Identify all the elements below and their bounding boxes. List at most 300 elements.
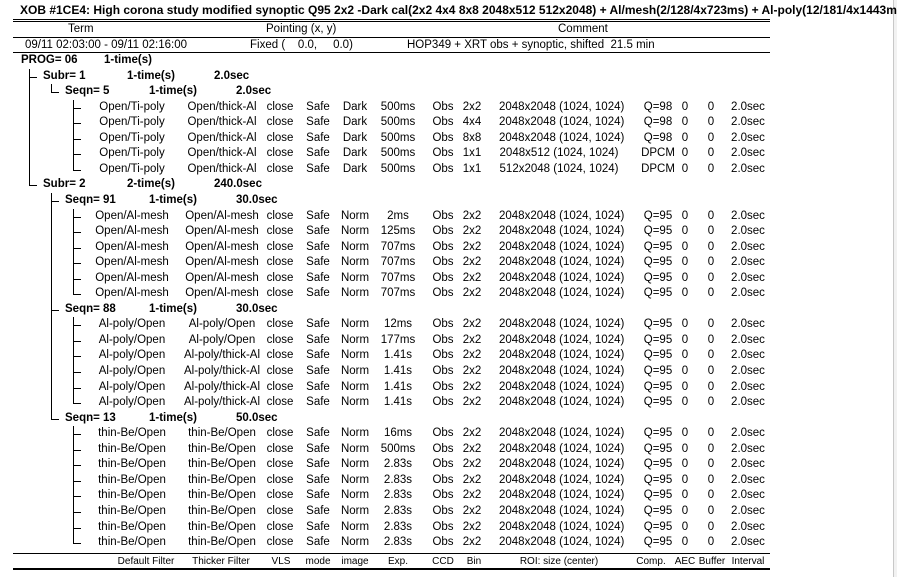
default-filter-cell: Al-poly/Open	[98, 365, 166, 377]
subr-header-times: 2-time(s)	[127, 178, 175, 191]
exposure-cell: 2ms	[387, 209, 409, 222]
vls-cell: close	[266, 240, 294, 253]
bin-cell: 2x2	[462, 271, 482, 284]
exposure-cell: 707ms	[380, 240, 416, 253]
table-row	[0, 364, 780, 379]
buffer-cell: 0	[707, 256, 715, 269]
image-cell: Norm	[340, 333, 370, 346]
table-row	[0, 286, 780, 301]
table-row	[0, 333, 780, 348]
image-cell: Dark	[342, 147, 368, 160]
tree-line	[73, 209, 74, 296]
vls-cell: close	[266, 333, 294, 346]
ccd-cell: Obs	[432, 147, 454, 160]
compression-cell: Q=95	[643, 536, 673, 549]
vls-cell: close	[266, 349, 294, 362]
table-row	[0, 442, 780, 457]
compression-cell: Q=95	[643, 489, 673, 502]
table-row	[0, 271, 780, 286]
table-row	[0, 520, 780, 535]
ccd-cell: Obs	[432, 473, 454, 486]
vls-cell: close	[266, 380, 294, 393]
vls-cell: close	[266, 131, 294, 144]
thicker-filter-cell: Open/Al-mesh	[185, 209, 259, 222]
exposure-cell: 500ms	[380, 147, 416, 160]
thicker-filter-cell: Al-poly/Open	[188, 333, 256, 346]
bin-cell: 2x2	[462, 427, 482, 440]
mode-cell: Safe	[306, 365, 330, 377]
exposure-cell: 2.83s	[383, 473, 413, 486]
seqn-header-label: Seqn= 5	[65, 85, 110, 98]
bin-cell: 2x2	[462, 225, 482, 238]
buffer-cell: 0	[707, 240, 715, 253]
thicker-filter-cell: Al-poly/Open	[188, 318, 256, 331]
image-cell: Norm	[340, 271, 370, 284]
bin-cell: 2x2	[462, 396, 482, 409]
default-filter-cell: Open/Ti-poly	[99, 147, 165, 160]
image-cell: Dark	[342, 131, 368, 144]
thicker-filter-cell: Open/Al-mesh	[185, 225, 259, 238]
interval-cell: 2.0sec	[731, 209, 765, 222]
buffer-cell: 0	[707, 271, 715, 284]
ccd-cell: Obs	[432, 318, 454, 331]
default-filter-cell: Al-poly/Open	[98, 333, 166, 346]
tree-line	[51, 84, 52, 93]
aec-cell: 0	[681, 349, 689, 362]
interval-cell: 2.0sec	[731, 536, 765, 549]
roi-cell: 2048x2048 (1024, 1024)	[499, 473, 625, 486]
compression-cell: Q=98	[643, 116, 673, 129]
exposure-cell: 1.41s	[383, 365, 413, 377]
image-cell: Norm	[340, 318, 370, 331]
bin-cell: 8x8	[462, 131, 482, 144]
vls-cell: close	[266, 396, 294, 409]
buffer-cell: 0	[707, 287, 715, 300]
aec-cell: 0	[681, 131, 689, 144]
buffer-cell: 0	[707, 396, 715, 409]
default-filter-cell: Open/Al-mesh	[95, 209, 169, 222]
thicker-filter-cell: Open/thick-Al	[187, 162, 257, 175]
buffer-cell: 0	[707, 504, 715, 517]
default-filter-cell: Al-poly/Open	[98, 380, 166, 393]
compression-cell: Q=95	[643, 396, 673, 409]
aec-cell: 0	[681, 225, 689, 238]
compression-cell: Q=95	[643, 271, 673, 284]
seqn-header-times: 1-time(s)	[149, 85, 197, 98]
table-row	[0, 224, 780, 239]
exposure-cell: 2.83s	[383, 520, 413, 533]
compression-cell: Q=95	[643, 287, 673, 300]
mode-cell: Safe	[306, 287, 330, 300]
ccd-cell: Obs	[432, 225, 454, 238]
image-cell: Norm	[340, 489, 370, 502]
bin-cell: 2x2	[462, 458, 482, 471]
thicker-filter-cell: Open/thick-Al	[187, 147, 257, 160]
roi-cell: 2048x2048 (1024, 1024)	[499, 333, 625, 346]
image-cell: Norm	[340, 225, 370, 238]
roi-cell: 2048x2048 (1024, 1024)	[499, 489, 625, 502]
header-comment: Comment	[558, 23, 608, 35]
roi-cell: 2048x2048 (1024, 1024)	[499, 427, 625, 440]
exposure-cell: 2.83s	[383, 536, 413, 549]
mode-cell: Safe	[306, 442, 330, 455]
interval-cell: 2.0sec	[731, 225, 765, 238]
table-row	[0, 380, 780, 395]
exposure-cell: 16ms	[383, 427, 413, 440]
table-row	[0, 535, 780, 550]
buffer-cell: 0	[707, 520, 715, 533]
exposure-cell: 500ms	[380, 100, 416, 113]
roi-cell: 2048x2048 (1024, 1024)	[499, 287, 625, 300]
aec-cell: 0	[681, 100, 689, 113]
mode-cell: Safe	[306, 162, 330, 175]
bin-cell: 2x2	[462, 287, 482, 300]
vls-cell: close	[266, 520, 294, 533]
exposure-cell: 2.83s	[383, 458, 413, 471]
roi-cell: 2048x2048 (1024, 1024)	[499, 100, 625, 113]
xob-title: XOB #1CE4: High corona study modified synoptic Q95 2x2 -Dark cal(2x2 4x4 8x8 2048x512 512x2048) + Al/mesh(2/128/4x723ms) + Al-poly(12/181/4x1443m	[20, 3, 897, 17]
thicker-filter-cell: thin-Be/Open	[188, 458, 256, 471]
aec-cell: 0	[681, 162, 689, 175]
roi-cell: 2048x2048 (1024, 1024)	[499, 504, 625, 517]
mode-cell: Safe	[306, 489, 330, 502]
aec-cell: 0	[681, 458, 689, 471]
bin-cell: 2x2	[462, 318, 482, 331]
roi-cell: 2048x2048 (1024, 1024)	[499, 271, 625, 284]
default-filter-cell: Open/Ti-poly	[99, 162, 165, 175]
footer-compression: Comp.	[636, 556, 666, 567]
ccd-cell: Obs	[432, 458, 454, 471]
buffer-cell: 0	[707, 489, 715, 502]
footer-vls: VLS	[271, 556, 291, 567]
vls-cell: close	[266, 489, 294, 502]
interval-cell: 2.0sec	[731, 287, 765, 300]
exposure-cell: 500ms	[380, 162, 416, 175]
image-cell: Norm	[340, 365, 370, 377]
bin-cell: 4x4	[462, 116, 482, 129]
bin-cell: 2x2	[462, 442, 482, 455]
compression-cell: Q=95	[643, 504, 673, 517]
table-row	[0, 348, 780, 363]
table-row	[0, 395, 780, 410]
vls-cell: close	[266, 427, 294, 440]
mode-cell: Safe	[306, 318, 330, 331]
thicker-filter-cell: Open/Al-mesh	[185, 271, 259, 284]
default-filter-cell: Al-poly/Open	[98, 318, 166, 331]
bin-cell: 2x2	[462, 209, 482, 222]
mode-cell: Safe	[306, 349, 330, 362]
ccd-cell: Obs	[432, 162, 454, 175]
ccd-cell: Obs	[432, 349, 454, 362]
bin-cell: 2x2	[462, 256, 482, 269]
thicker-filter-cell: thin-Be/Open	[188, 536, 256, 549]
image-cell: Norm	[340, 380, 370, 393]
table-row	[0, 240, 780, 255]
default-filter-cell: thin-Be/Open	[98, 520, 166, 533]
default-filter-cell: thin-Be/Open	[98, 458, 166, 471]
footer-roi: ROI: size (center)	[519, 556, 599, 567]
seqn-header-duration: 2.0sec	[236, 85, 272, 98]
compression-cell: DPCM	[641, 162, 675, 175]
compression-cell: Q=95	[643, 256, 673, 269]
bin-cell: 1x1	[462, 162, 482, 175]
footer-thicker-filter: Thicker Filter	[192, 556, 250, 567]
compression-cell: Q=95	[643, 349, 673, 362]
exposure-cell: 2.83s	[383, 489, 413, 502]
aec-cell: 0	[681, 256, 689, 269]
roi-cell: 2048x2048 (1024, 1024)	[499, 349, 625, 362]
interval-cell: 2.0sec	[731, 240, 765, 253]
vls-cell: close	[266, 536, 294, 549]
thicker-filter-cell: Open/thick-Al	[187, 131, 257, 144]
buffer-cell: 0	[707, 349, 715, 362]
ccd-cell: Obs	[432, 442, 454, 455]
interval-cell: 2.0sec	[731, 349, 765, 362]
aec-cell: 0	[681, 116, 689, 129]
prog-header-label: PROG= 06	[21, 54, 78, 66]
roi-cell: 2048x2048 (1024, 1024)	[499, 380, 625, 393]
interval-cell: 2.0sec	[731, 116, 765, 129]
aec-cell: 0	[681, 209, 689, 222]
image-cell: Dark	[342, 162, 368, 175]
interval-cell: 2.0sec	[731, 100, 765, 113]
image-cell: Norm	[340, 349, 370, 362]
subr-header-label: Subr= 2	[43, 178, 86, 191]
seqn-header-label: Seqn= 88	[65, 302, 116, 315]
buffer-cell: 0	[707, 147, 715, 160]
ccd-cell: Obs	[432, 396, 454, 409]
vls-cell: close	[266, 318, 294, 331]
interval-cell: 2.0sec	[731, 162, 765, 175]
mode-cell: Safe	[306, 427, 330, 440]
compression-cell: Q=98	[643, 131, 673, 144]
buffer-cell: 0	[707, 131, 715, 144]
default-filter-cell: Open/Al-mesh	[95, 225, 169, 238]
mode-cell: Safe	[306, 256, 330, 269]
roi-cell: 2048x2048 (1024, 1024)	[499, 520, 625, 533]
roi-cell: 512x2048 (1024, 1024)	[499, 162, 619, 175]
footer-image: image	[341, 556, 369, 567]
buffer-cell: 0	[707, 225, 715, 238]
ccd-cell: Obs	[432, 271, 454, 284]
compression-cell: Q=95	[643, 380, 673, 393]
vls-cell: close	[266, 287, 294, 300]
seqn-header-label: Seqn= 13	[65, 411, 116, 424]
window-edge	[893, 0, 897, 577]
mode-cell: Safe	[306, 396, 330, 409]
roi-cell: 2048x2048 (1024, 1024)	[499, 131, 625, 144]
ccd-cell: Obs	[432, 520, 454, 533]
seqn-header-duration: 50.0sec	[236, 411, 278, 424]
footer-aec: AEC	[674, 556, 696, 567]
divider	[13, 19, 770, 20]
exposure-cell: 12ms	[383, 318, 413, 331]
ccd-cell: Obs	[432, 256, 454, 269]
default-filter-cell: Open/Al-mesh	[95, 287, 169, 300]
vls-cell: close	[266, 504, 294, 517]
ccd-cell: Obs	[432, 333, 454, 346]
seqn-header-times: 1-time(s)	[149, 193, 197, 206]
tree-line	[73, 317, 74, 404]
thicker-filter-cell: Open/Al-mesh	[185, 287, 259, 300]
thicker-filter-cell: Open/Al-mesh	[185, 256, 259, 269]
tree-line	[73, 426, 74, 544]
exposure-cell: 707ms	[380, 271, 416, 284]
ccd-cell: Obs	[432, 100, 454, 113]
vls-cell: close	[266, 442, 294, 455]
default-filter-cell: thin-Be/Open	[98, 442, 166, 455]
exposure-cell: 125ms	[380, 225, 416, 238]
table-row	[0, 209, 780, 224]
interval-cell: 2.0sec	[731, 489, 765, 502]
aec-cell: 0	[681, 318, 689, 331]
bin-cell: 2x2	[462, 536, 482, 549]
seqn-header-duration: 30.0sec	[236, 302, 278, 315]
thicker-filter-cell: thin-Be/Open	[188, 427, 256, 440]
default-filter-cell: Open/Al-mesh	[95, 256, 169, 269]
table-row	[0, 488, 780, 503]
mode-cell: Safe	[306, 147, 330, 160]
info-comment: HOP349 + XRT obs + synoptic, shifted 21.5 min	[407, 39, 655, 51]
exposure-cell: 2.83s	[383, 504, 413, 517]
aec-cell: 0	[681, 396, 689, 409]
default-filter-cell: thin-Be/Open	[98, 473, 166, 486]
mode-cell: Safe	[306, 100, 330, 113]
mode-cell: Safe	[306, 271, 330, 284]
image-cell: Norm	[340, 427, 370, 440]
tree-branch	[51, 419, 59, 420]
ccd-cell: Obs	[432, 380, 454, 393]
vls-cell: close	[266, 162, 294, 175]
compression-cell: Q=98	[643, 100, 673, 113]
interval-cell: 2.0sec	[731, 380, 765, 393]
thicker-filter-cell: Al-poly/thick-Al	[183, 365, 261, 377]
image-cell: Norm	[340, 209, 370, 222]
subr-header-label: Subr= 1	[43, 69, 86, 82]
buffer-cell: 0	[707, 365, 715, 377]
roi-cell: 2048x2048 (1024, 1024)	[499, 225, 625, 238]
buffer-cell: 0	[707, 473, 715, 486]
buffer-cell: 0	[707, 536, 715, 549]
subr-header-times: 1-time(s)	[127, 69, 175, 82]
interval-cell: 2.0sec	[731, 442, 765, 455]
ccd-cell: Obs	[432, 287, 454, 300]
thicker-filter-cell: thin-Be/Open	[188, 504, 256, 517]
interval-cell: 2.0sec	[731, 504, 765, 517]
footer-bin: Bin	[466, 556, 482, 567]
roi-cell: 2048x2048 (1024, 1024)	[499, 240, 625, 253]
aec-cell: 0	[681, 271, 689, 284]
compression-cell: Q=95	[643, 442, 673, 455]
compression-cell: Q=95	[643, 240, 673, 253]
vls-cell: close	[266, 473, 294, 486]
exposure-cell: 707ms	[380, 256, 416, 269]
roi-cell: 2048x2048 (1024, 1024)	[499, 442, 625, 455]
buffer-cell: 0	[707, 427, 715, 440]
aec-cell: 0	[681, 442, 689, 455]
tree-branch	[51, 201, 59, 202]
image-cell: Dark	[342, 116, 368, 129]
mode-cell: Safe	[306, 333, 330, 346]
default-filter-cell: thin-Be/Open	[98, 427, 166, 440]
vls-cell: close	[266, 271, 294, 284]
aec-cell: 0	[681, 365, 689, 377]
header-term: Term	[68, 23, 94, 35]
buffer-cell: 0	[707, 333, 715, 346]
bin-cell: 2x2	[462, 100, 482, 113]
tree-line	[29, 69, 30, 187]
compression-cell: DPCM	[641, 147, 675, 160]
default-filter-cell: Open/Ti-poly	[99, 131, 165, 144]
seqn-header-label: Seqn= 91	[65, 193, 116, 206]
compression-cell: Q=95	[643, 225, 673, 238]
vls-cell: close	[266, 209, 294, 222]
compression-cell: Q=95	[643, 209, 673, 222]
vls-cell: close	[266, 116, 294, 129]
thicker-filter-cell: Al-poly/thick-Al	[183, 349, 261, 362]
image-cell: Dark	[342, 100, 368, 113]
info-pointing: Fixed ( 0.0, 0.0)	[250, 39, 353, 51]
vls-cell: close	[266, 100, 294, 113]
buffer-cell: 0	[707, 442, 715, 455]
footer-mode: mode	[305, 556, 331, 567]
bin-cell: 2x2	[462, 240, 482, 253]
tree-line	[73, 100, 74, 171]
footer-exposure: Exp.	[387, 556, 408, 567]
compression-cell: Q=95	[643, 365, 673, 377]
aec-cell: 0	[681, 504, 689, 517]
ccd-cell: Obs	[432, 504, 454, 517]
interval-cell: 2.0sec	[731, 271, 765, 284]
interval-cell: 2.0sec	[731, 318, 765, 331]
interval-cell: 2.0sec	[731, 520, 765, 533]
roi-cell: 2048x2048 (1024, 1024)	[499, 396, 625, 409]
bin-cell: 2x2	[462, 520, 482, 533]
buffer-cell: 0	[707, 458, 715, 471]
default-filter-cell: Open/Al-mesh	[95, 240, 169, 253]
interval-cell: 2.0sec	[731, 147, 765, 160]
interval-cell: 2.0sec	[731, 396, 765, 409]
compression-cell: Q=95	[643, 473, 673, 486]
ccd-cell: Obs	[432, 240, 454, 253]
interval-cell: 2.0sec	[731, 333, 765, 346]
bin-cell: 2x2	[462, 365, 482, 377]
aec-cell: 0	[681, 489, 689, 502]
ccd-cell: Obs	[432, 489, 454, 502]
compression-cell: Q=95	[643, 458, 673, 471]
default-filter-cell: Al-poly/Open	[98, 396, 166, 409]
table-row	[0, 146, 780, 161]
default-filter-cell: thin-Be/Open	[98, 504, 166, 517]
table-row	[0, 255, 780, 270]
divider	[13, 568, 770, 570]
buffer-cell: 0	[707, 380, 715, 393]
bin-cell: 2x2	[462, 504, 482, 517]
ccd-cell: Obs	[432, 131, 454, 144]
exposure-cell: 500ms	[380, 442, 416, 455]
roi-cell: 2048x2048 (1024, 1024)	[499, 536, 625, 549]
mode-cell: Safe	[306, 458, 330, 471]
bin-cell: 1x1	[462, 147, 482, 160]
interval-cell: 2.0sec	[731, 131, 765, 144]
compression-cell: Q=95	[643, 427, 673, 440]
thicker-filter-cell: Al-poly/thick-Al	[183, 380, 261, 393]
tree-branch	[29, 185, 37, 186]
seqn-header-times: 1-time(s)	[149, 411, 197, 424]
roi-cell: 2048x2048 (1024, 1024)	[499, 458, 625, 471]
interval-cell: 2.0sec	[731, 365, 765, 377]
prog-header-times: 1-time(s)	[104, 54, 152, 66]
